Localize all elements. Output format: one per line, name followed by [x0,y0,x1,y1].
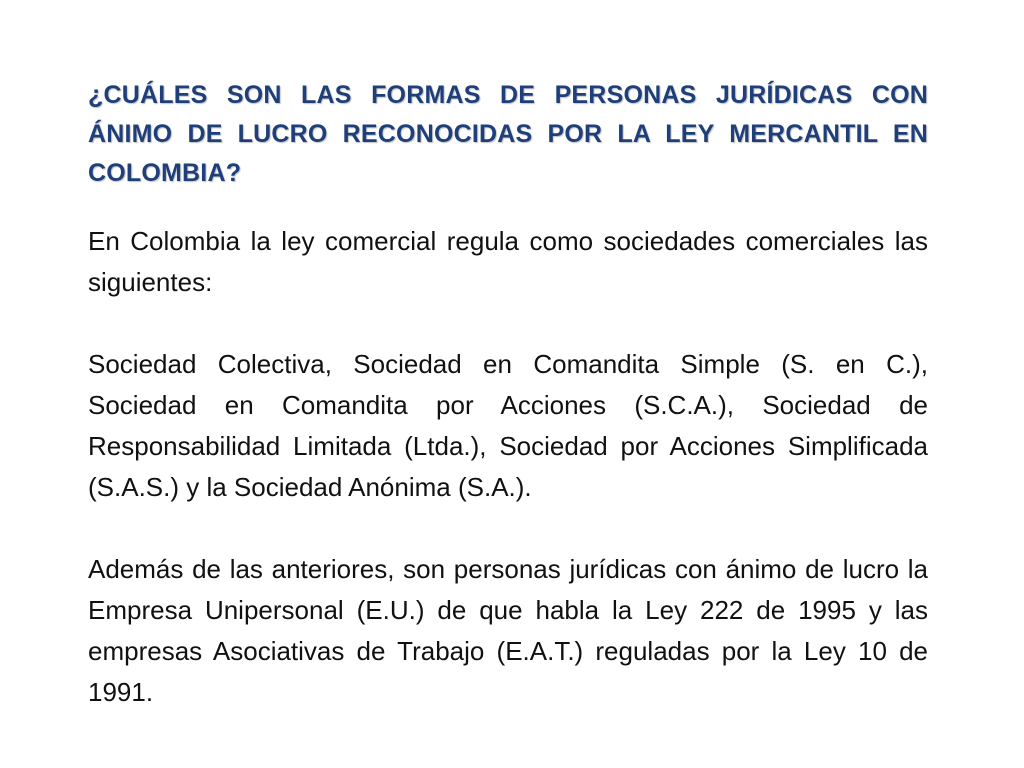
commercial-companies-paragraph: Sociedad Colectiva, Sociedad en Comandita Simple (S. en C.), Sociedad en Comandita por Acciones (S.C.A.), Sociedad de Responsabilidad Limitada (Ltda.), Sociedad por Acciones Simplificada (S.A.S.) y la Sociedad Anónima (S.A.). [88,349,928,502]
slide-title: ¿CUÁLES SON LAS FORMAS DE PERSONAS JURÍDICAS CON ÁNIMO DE LUCRO RECONOCIDAS POR LA LEY MERCANTIL EN COLOMBIA? [88,81,928,187]
slide-body [88,221,928,713]
intro-paragraph: En Colombia la ley comercial regula como sociedades comerciales las siguientes: [88,226,928,297]
other-entities-paragraph: Además de las anteriores, son personas jurídicas con ánimo de lucro la Empresa Unipersonal (E.U.) de que habla la Ley 222 de 1995 y las empresas Asociativas de Trabajo (E.A.T.) reguladas por la Ley 10 de 1991. [88,554,928,707]
